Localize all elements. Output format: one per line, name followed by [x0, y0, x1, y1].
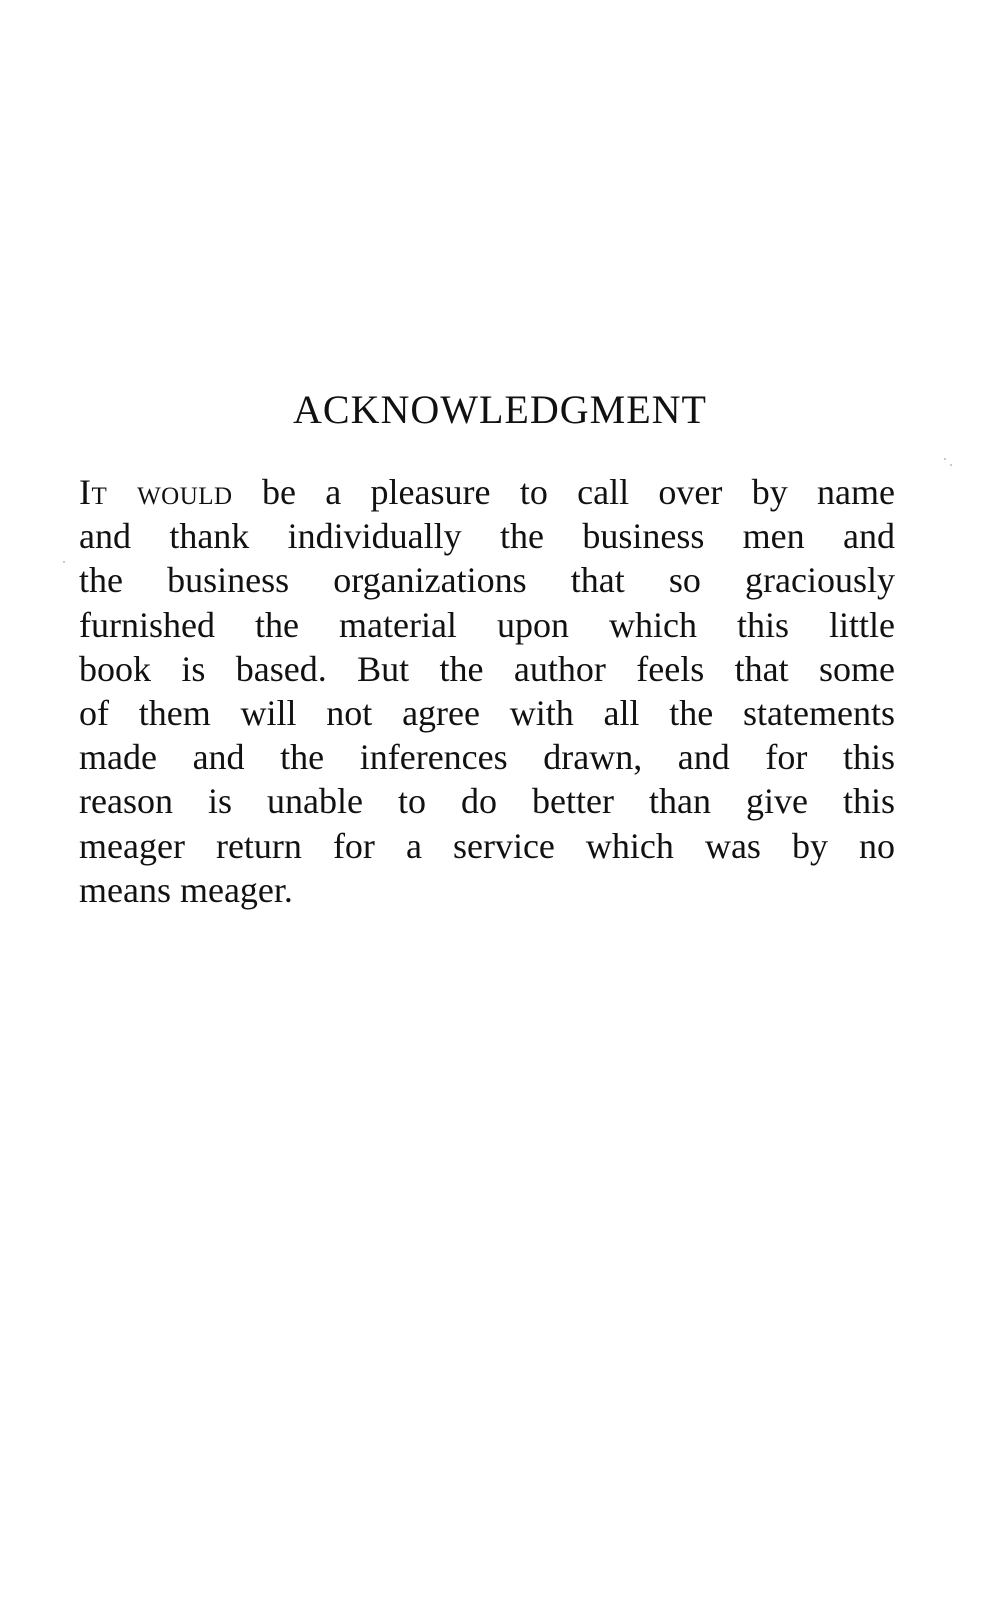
scan-speck: [950, 464, 952, 466]
paragraph-line: meager return for a service which was by no: [79, 825, 895, 866]
paragraph-line: and thank individually the business men and: [79, 516, 895, 557]
paragraph-line: means meager.: [79, 869, 293, 910]
paragraph-line: made and the inferences drawn, and for this: [79, 737, 895, 778]
paragraph-line: reason is unable to do better than give this: [79, 781, 895, 822]
paragraph-line: furnished the material upon which this little: [79, 604, 895, 645]
paragraph-line: book is based. But the author feels that some: [79, 648, 895, 689]
paragraph-lead-words: It would: [79, 472, 233, 512]
paragraph-line: the business organizations that so graciously: [79, 560, 895, 601]
page-heading: ACKNOWLEDGMENT: [293, 387, 707, 432]
paragraph-line-text: be a pleasure to call over by name: [232, 472, 896, 512]
acknowledgment-paragraph: [79, 470, 895, 912]
paragraph-line: [79, 470, 895, 514]
paragraph-line: of them will not agree with all the statements: [79, 692, 895, 733]
scan-speck: [944, 458, 946, 460]
scan-speck: [63, 561, 65, 563]
